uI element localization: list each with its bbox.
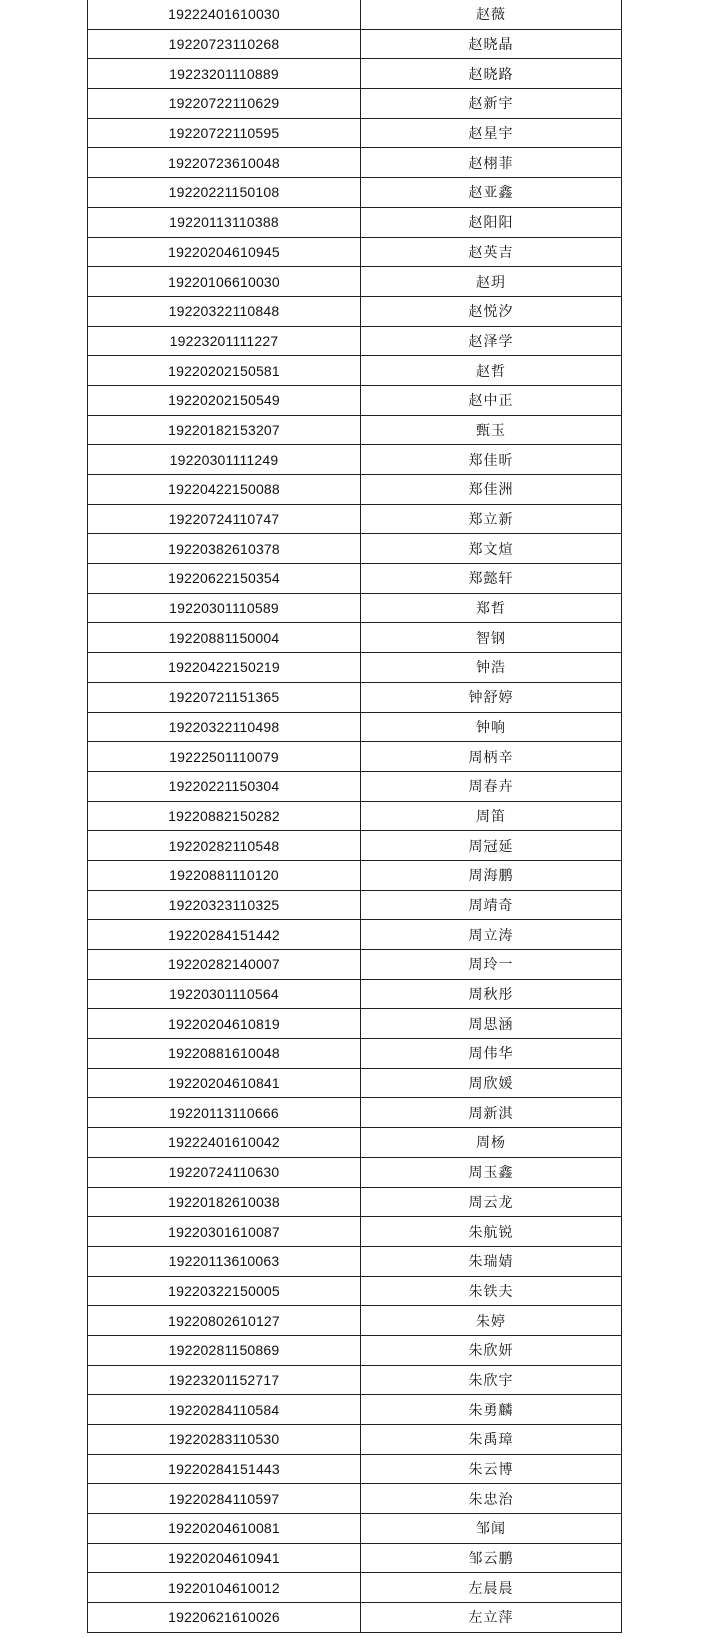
name-cell: 朱勇麟 <box>361 1395 622 1425</box>
name-cell: 周春卉 <box>361 771 622 801</box>
name-cell: 朱忠治 <box>361 1484 622 1514</box>
name-cell: 朱航锐 <box>361 1217 622 1247</box>
exam-number-cell: 19220724110747 <box>88 504 361 534</box>
table-row <box>88 59 622 89</box>
table-row <box>88 979 622 1009</box>
table-row <box>88 1425 622 1455</box>
table-row <box>88 267 622 297</box>
name-cell: 赵玥 <box>361 267 622 297</box>
table-row <box>88 1365 622 1395</box>
name-cell: 周伟华 <box>361 1039 622 1069</box>
exam-number-cell: 19223201110889 <box>88 59 361 89</box>
table-row <box>88 860 622 890</box>
name-cell: 周云龙 <box>361 1187 622 1217</box>
name-cell: 左立萍 <box>361 1603 622 1633</box>
table-row <box>88 1335 622 1365</box>
table-row <box>88 445 622 475</box>
name-cell: 郑哲 <box>361 593 622 623</box>
table-row <box>88 1246 622 1276</box>
name-cell: 朱欣妍 <box>361 1335 622 1365</box>
exam-number-cell: 19220622150354 <box>88 564 361 594</box>
exam-number-cell: 19222401610042 <box>88 1128 361 1158</box>
name-cell: 周玉鑫 <box>361 1157 622 1187</box>
name-cell: 左晨晨 <box>361 1573 622 1603</box>
table-row <box>88 831 622 861</box>
name-cell: 赵星宇 <box>361 118 622 148</box>
exam-number-cell: 19220322110848 <box>88 296 361 326</box>
name-cell: 周思涵 <box>361 1009 622 1039</box>
exam-number-cell: 19220182153207 <box>88 415 361 445</box>
name-cell: 郑佳昕 <box>361 445 622 475</box>
name-cell: 周海鹏 <box>361 860 622 890</box>
name-cell: 赵阳阳 <box>361 207 622 237</box>
table-row <box>88 1395 622 1425</box>
exam-number-cell: 19220722110629 <box>88 89 361 119</box>
exam-number-cell: 19220724110630 <box>88 1157 361 1187</box>
name-cell: 朱婷 <box>361 1306 622 1336</box>
table-row <box>88 504 622 534</box>
name-cell: 赵悦汐 <box>361 296 622 326</box>
exam-number-cell: 19220322110498 <box>88 712 361 742</box>
table-row <box>88 118 622 148</box>
table-row <box>88 564 622 594</box>
table-row <box>88 771 622 801</box>
exam-number-cell: 19220283110530 <box>88 1425 361 1455</box>
exam-number-cell: 19220881150004 <box>88 623 361 653</box>
table-row <box>88 0 622 29</box>
exam-number-cell: 19220422150088 <box>88 475 361 505</box>
exam-number-cell: 19220221150108 <box>88 178 361 208</box>
name-cell: 周玲一 <box>361 950 622 980</box>
table-row <box>88 475 622 505</box>
name-cell: 邹云鹏 <box>361 1543 622 1573</box>
exam-number-cell: 19220182610038 <box>88 1187 361 1217</box>
table-row <box>88 148 622 178</box>
table-row <box>88 1573 622 1603</box>
table-row <box>88 890 622 920</box>
name-cell: 周秋彤 <box>361 979 622 1009</box>
exam-number-cell: 19220301610087 <box>88 1217 361 1247</box>
name-cell: 赵中正 <box>361 385 622 415</box>
name-cell: 智钢 <box>361 623 622 653</box>
exam-number-cell: 19223201152717 <box>88 1365 361 1395</box>
exam-number-cell: 19220204610081 <box>88 1514 361 1544</box>
table-row <box>88 207 622 237</box>
table-row <box>88 178 622 208</box>
table-row <box>88 653 622 683</box>
exam-number-cell: 19220802610127 <box>88 1306 361 1336</box>
name-cell: 赵新宇 <box>361 89 622 119</box>
exam-number-cell: 19222501110079 <box>88 742 361 772</box>
name-cell: 朱欣宇 <box>361 1365 622 1395</box>
name-cell: 朱铁夫 <box>361 1276 622 1306</box>
exam-number-cell: 19220202150549 <box>88 385 361 415</box>
table-row <box>88 1098 622 1128</box>
table-row <box>88 801 622 831</box>
name-cell: 邹闻 <box>361 1514 622 1544</box>
table-row <box>88 237 622 267</box>
table-row <box>88 742 622 772</box>
name-cell: 钟浩 <box>361 653 622 683</box>
exam-number-cell: 19222401610030 <box>88 0 361 29</box>
table-row <box>88 1484 622 1514</box>
exam-number-cell: 19220621610026 <box>88 1603 361 1633</box>
name-cell: 赵亚鑫 <box>361 178 622 208</box>
roster-table <box>87 0 622 1633</box>
table-row <box>88 1603 622 1633</box>
exam-number-cell: 19220113610063 <box>88 1246 361 1276</box>
exam-number-cell: 19220113110388 <box>88 207 361 237</box>
exam-number-cell: 19220881110120 <box>88 860 361 890</box>
exam-number-cell: 19220221150304 <box>88 771 361 801</box>
exam-number-cell: 19220881610048 <box>88 1039 361 1069</box>
name-cell: 赵泽学 <box>361 326 622 356</box>
exam-number-cell: 19220204610841 <box>88 1068 361 1098</box>
table-row <box>88 1543 622 1573</box>
table-row <box>88 1217 622 1247</box>
table-row <box>88 712 622 742</box>
table-row <box>88 1187 622 1217</box>
table-row <box>88 1276 622 1306</box>
table-row <box>88 1068 622 1098</box>
table-row <box>88 950 622 980</box>
table-row <box>88 1454 622 1484</box>
table-row <box>88 89 622 119</box>
table-row <box>88 1514 622 1544</box>
name-cell: 朱瑞婧 <box>361 1246 622 1276</box>
exam-number-cell: 19220284110597 <box>88 1484 361 1514</box>
exam-number-cell: 19220382610378 <box>88 534 361 564</box>
exam-number-cell: 19220301111249 <box>88 445 361 475</box>
exam-number-cell: 19220106610030 <box>88 267 361 297</box>
table-row <box>88 356 622 386</box>
exam-number-cell: 19220282140007 <box>88 950 361 980</box>
exam-number-cell: 19220284151443 <box>88 1454 361 1484</box>
name-cell: 周柄辛 <box>361 742 622 772</box>
table-row <box>88 1009 622 1039</box>
exam-number-cell: 19220204610941 <box>88 1543 361 1573</box>
exam-number-cell: 19220323110325 <box>88 890 361 920</box>
exam-number-cell: 19220721151365 <box>88 682 361 712</box>
name-cell: 赵晓路 <box>361 59 622 89</box>
exam-number-cell: 19220281150869 <box>88 1335 361 1365</box>
table-row <box>88 534 622 564</box>
exam-number-cell: 19220301110589 <box>88 593 361 623</box>
exam-number-cell: 19220723110268 <box>88 29 361 59</box>
name-cell: 钟舒婷 <box>361 682 622 712</box>
exam-number-cell: 19220722110595 <box>88 118 361 148</box>
exam-number-cell: 19220322150005 <box>88 1276 361 1306</box>
name-cell: 周新淇 <box>361 1098 622 1128</box>
name-cell: 甄玉 <box>361 415 622 445</box>
name-cell: 赵英吉 <box>361 237 622 267</box>
name-cell: 周冠延 <box>361 831 622 861</box>
table-row <box>88 1306 622 1336</box>
name-cell: 郑懿轩 <box>361 564 622 594</box>
exam-number-cell: 19220204610945 <box>88 237 361 267</box>
table-row <box>88 623 622 653</box>
exam-number-cell: 19223201111227 <box>88 326 361 356</box>
table-row <box>88 326 622 356</box>
exam-number-cell: 19220723610048 <box>88 148 361 178</box>
table-row <box>88 1128 622 1158</box>
exam-number-cell: 19220422150219 <box>88 653 361 683</box>
exam-number-cell: 19220882150282 <box>88 801 361 831</box>
table-row <box>88 385 622 415</box>
exam-number-cell: 19220301110564 <box>88 979 361 1009</box>
table-row <box>88 296 622 326</box>
table-row <box>88 29 622 59</box>
exam-number-cell: 19220284110584 <box>88 1395 361 1425</box>
name-cell: 周杨 <box>361 1128 622 1158</box>
table-row <box>88 920 622 950</box>
name-cell: 郑文煊 <box>361 534 622 564</box>
table-row <box>88 415 622 445</box>
name-cell: 郑佳洲 <box>361 475 622 505</box>
name-cell: 周立涛 <box>361 920 622 950</box>
name-cell: 钟响 <box>361 712 622 742</box>
roster-body <box>88 0 622 1632</box>
exam-number-cell: 19220113110666 <box>88 1098 361 1128</box>
name-cell: 朱禹璋 <box>361 1425 622 1455</box>
exam-number-cell: 19220284151442 <box>88 920 361 950</box>
table-row <box>88 682 622 712</box>
name-cell: 周笛 <box>361 801 622 831</box>
name-cell: 周欣媛 <box>361 1068 622 1098</box>
exam-number-cell: 19220202150581 <box>88 356 361 386</box>
name-cell: 周靖奇 <box>361 890 622 920</box>
table-row <box>88 1157 622 1187</box>
name-cell: 郑立新 <box>361 504 622 534</box>
exam-number-cell: 19220204610819 <box>88 1009 361 1039</box>
name-cell: 赵栩菲 <box>361 148 622 178</box>
name-cell: 赵薇 <box>361 0 622 29</box>
table-row <box>88 1039 622 1069</box>
exam-number-cell: 19220282110548 <box>88 831 361 861</box>
name-cell: 朱云博 <box>361 1454 622 1484</box>
name-cell: 赵哲 <box>361 356 622 386</box>
name-cell: 赵晓晶 <box>361 29 622 59</box>
table-row <box>88 593 622 623</box>
exam-number-cell: 19220104610012 <box>88 1573 361 1603</box>
